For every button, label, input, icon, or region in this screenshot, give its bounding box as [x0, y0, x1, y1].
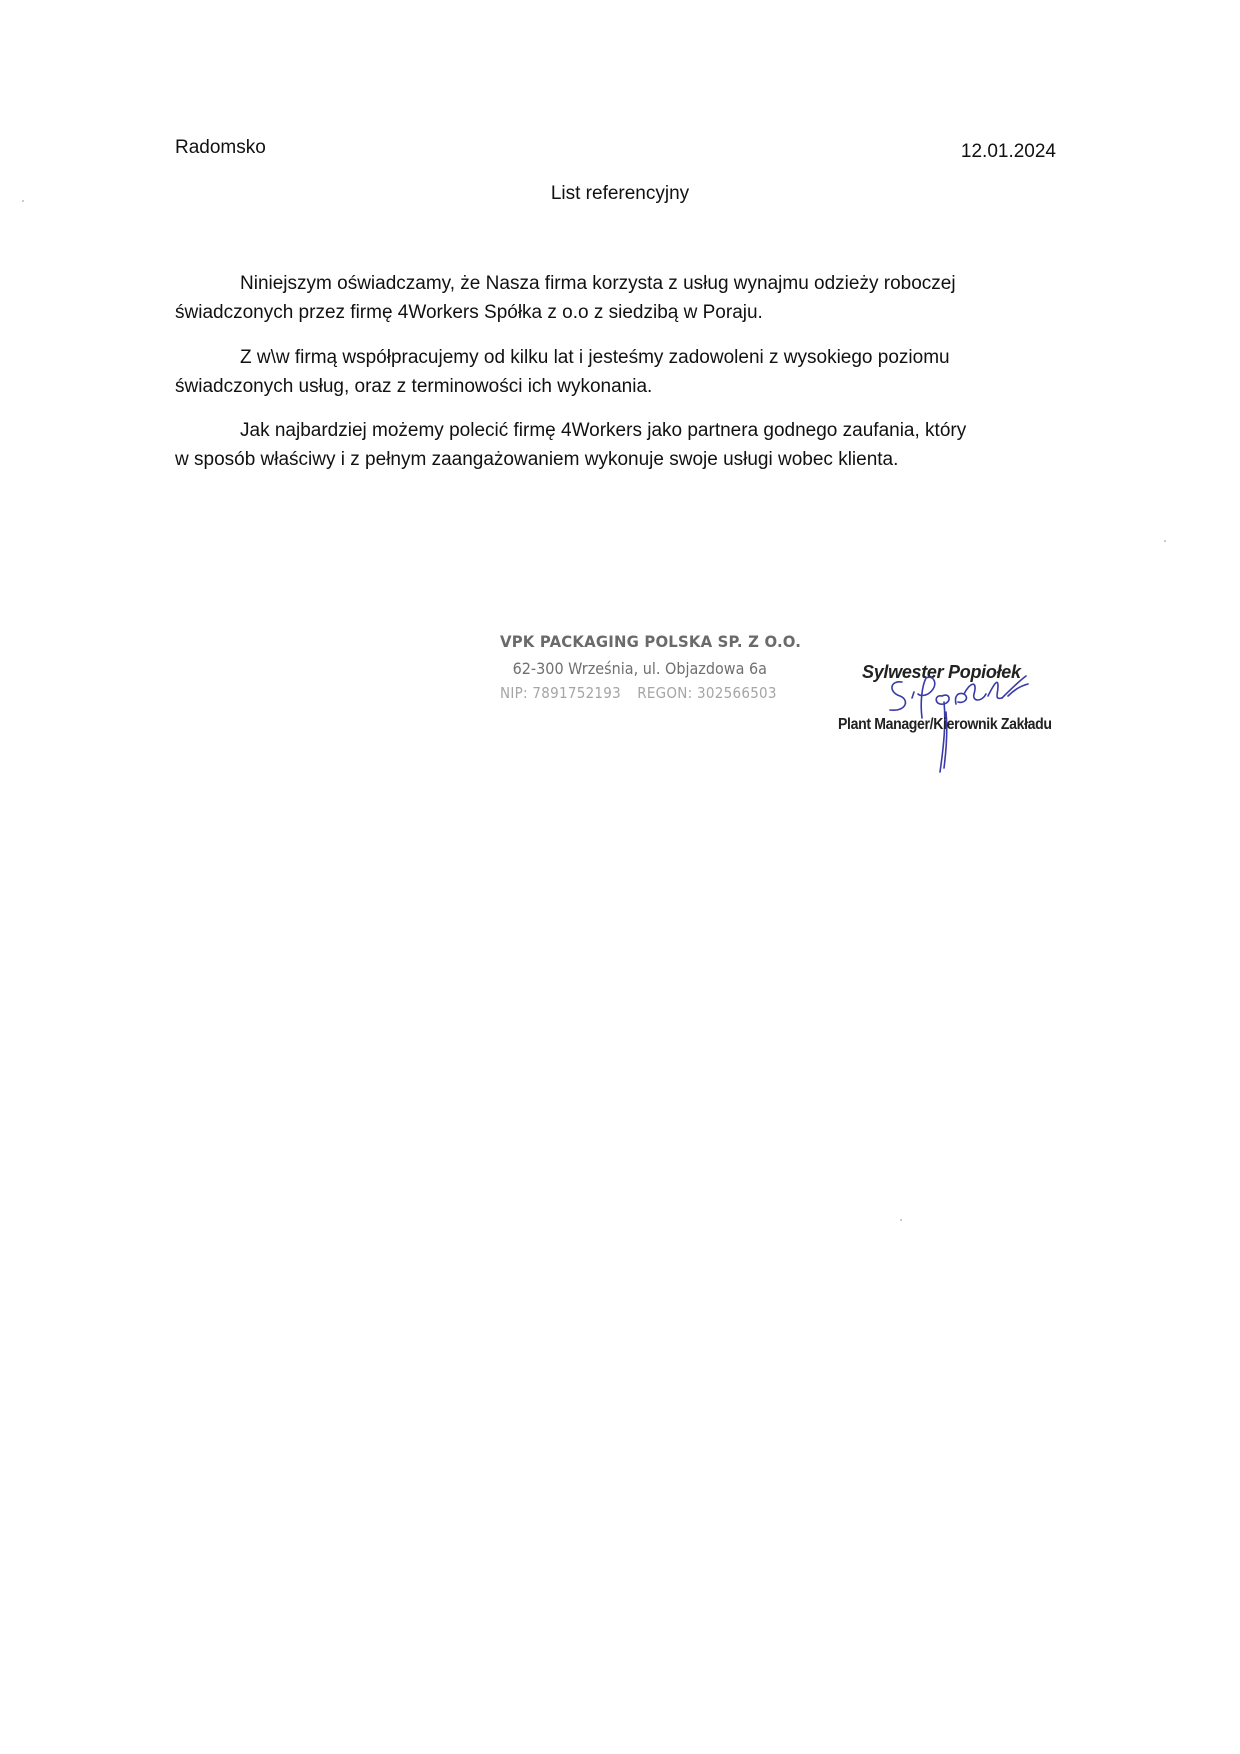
- paragraph-2-line-2: świadczonych usług, oraz z terminowości ich wykonania.: [175, 376, 653, 397]
- paragraph-1: [175, 269, 1075, 327]
- paragraph-3: [175, 416, 1075, 474]
- paragraph-2-line-1: Z w\w firmą współpracujemy od kilku lat i jesteśmy zadowoleni z wysokiego poziomu: [240, 347, 950, 368]
- letter-title: List referencyjny: [550, 183, 690, 204]
- paragraph-3-line-1: Jak najbardziej możemy polecić firmę 4Workers jako partnera godnego zaufania, który: [240, 420, 967, 441]
- letter-place: Radomsko: [175, 137, 266, 158]
- stamp-company-name: VPK PACKAGING POLSKA SP. Z O.O.: [500, 632, 802, 651]
- signatory-role: Plant Manager/Kierownik Zakładu: [838, 716, 1052, 733]
- stamp-nip: NIP: 7891752193: [500, 684, 622, 702]
- company-stamp: [500, 632, 800, 702]
- paragraph-3-line-2: w sposób właściwy i z pełnym zaangażowaniem wykonuje swoje usługi wobec klienta.: [175, 449, 899, 470]
- stamp-regon: REGON: 302566503: [637, 684, 777, 702]
- scan-speck: [900, 1219, 902, 1221]
- paragraph-1-line-2: świadczonych przez firmę 4Workers Spółka z o.o z siedzibą w Poraju.: [175, 302, 763, 323]
- signatory-name: Sylwester Popiołek: [862, 662, 1021, 682]
- letter-date: 12.01.2024: [960, 141, 1056, 162]
- stamp-ids: [500, 684, 777, 702]
- scan-speck: [1164, 540, 1166, 542]
- paragraph-1-line-1: Niniejszym oświadczamy, że Nasza firma korzysta z usług wynajmu odzieży roboczej: [240, 273, 956, 294]
- stamp-address: 62-300 Września, ul. Objazdowa 6a: [512, 659, 767, 678]
- paragraph-2: [175, 343, 1075, 401]
- scan-speck: [22, 200, 24, 202]
